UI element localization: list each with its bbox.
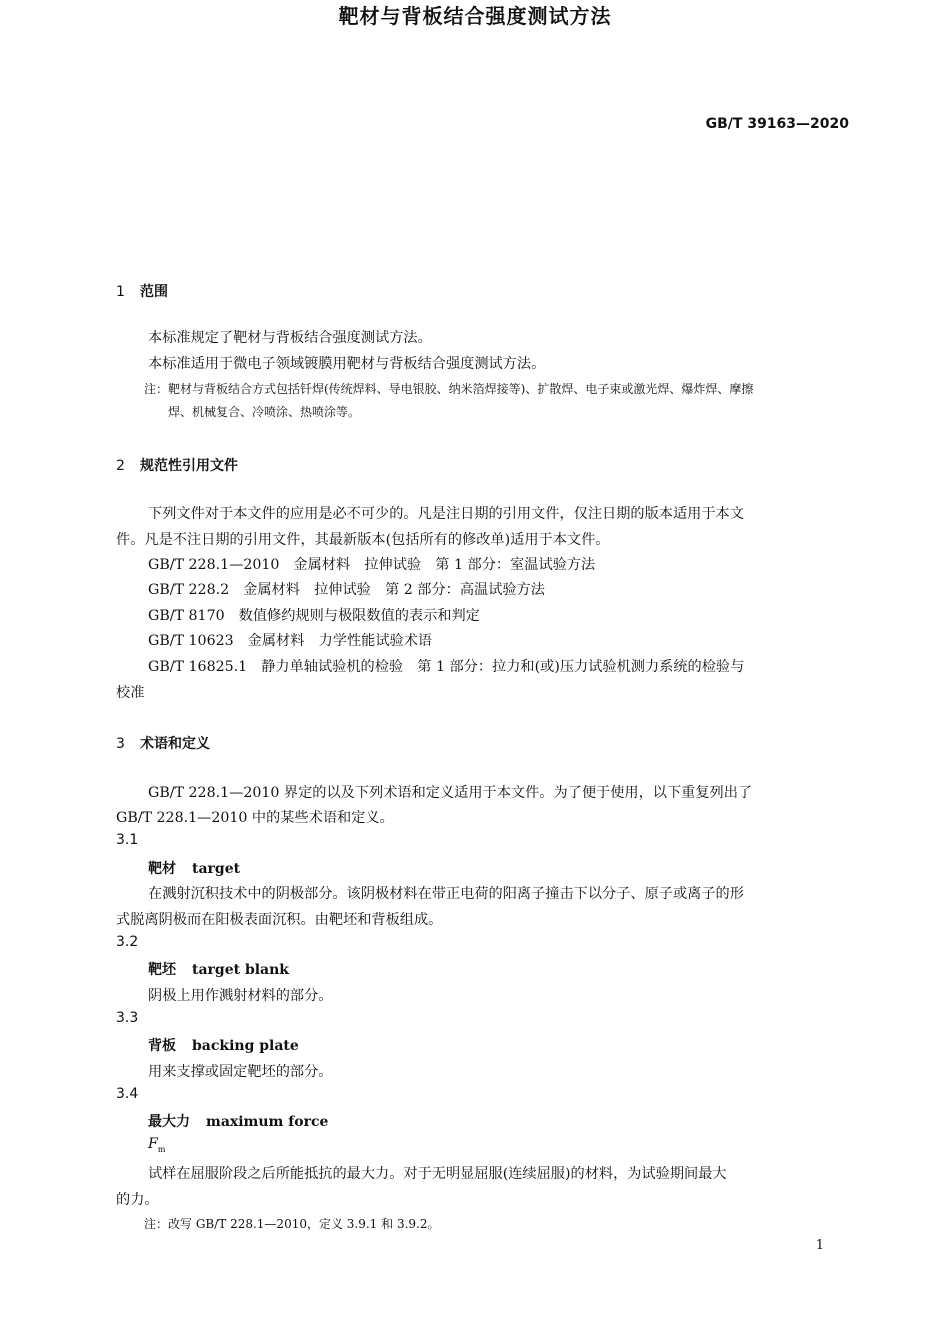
reference-code: GB/T 228.1—2010 — [148, 557, 280, 573]
term-definition-line-2: 式脱离阴极而在阳极表面沉积。由靶坯和背板组成。 — [116, 912, 443, 928]
term-en: target blank — [192, 962, 290, 978]
reference-title: 金属材料 拉伸试验 第 2 部分：高温试验方法 — [243, 582, 545, 598]
term-definition-line-1: 在溅射沉积技术中的阴极部分。该阴极材料在带正电荷的阳离子撞击下以分子、原子或离子的形 — [148, 886, 744, 902]
term-definition-line-1: 用来支撑或固定靶坯的部分。 — [148, 1064, 333, 1080]
term-zh: 最大力 — [148, 1114, 190, 1130]
section-title: 范围 — [140, 284, 168, 300]
scope-paragraph-2: 本标准适用于微电子领域镀膜用靶材与背板结合强度测试方法。 — [148, 356, 546, 372]
reference-title: 数值修约规则与极限数值的表示和判定 — [238, 608, 480, 624]
reference-item-continuation: 校准 — [116, 685, 145, 701]
section-1-heading — [116, 281, 168, 301]
term-en: backing plate — [192, 1038, 299, 1054]
scope-paragraph-1: 本标准规定了靶材与背板结合强度测试方法。 — [148, 330, 432, 346]
term-zh: 靶坯 — [148, 962, 176, 978]
section-number: 2 — [116, 458, 125, 474]
references-intro-line-2: 件。凡是不注日期的引用文件，其最新版本(包括所有的修改单)适用于本文件。 — [116, 532, 610, 548]
page-number: 1 — [815, 1238, 824, 1253]
references-intro-line-1: 下列文件对于本文件的应用是必不可少的。凡是注日期的引用文件，仅注日期的版本适用于本文 — [148, 506, 744, 522]
reference-item — [148, 579, 545, 599]
term-number: 3.3 — [116, 1010, 139, 1026]
section-number: 3 — [116, 736, 125, 752]
reference-code: GB/T 16825.1 — [148, 659, 248, 675]
term-heading — [148, 959, 289, 979]
term-en: maximum force — [206, 1114, 329, 1130]
document-title: 靶材与背板结合强度测试方法 — [338, 4, 612, 28]
term-symbol — [148, 1136, 165, 1154]
reference-code: GB/T 8170 — [148, 608, 225, 624]
reference-item — [148, 605, 480, 625]
term-definition-line-1: 阴极上用作溅射材料的部分。 — [148, 988, 333, 1004]
term-heading — [148, 1111, 328, 1131]
section-2-heading — [116, 455, 238, 475]
term-definition-line-1: 试样在屈服阶段之后所能抵抗的最大力。对于无明显屈服(连续屈服)的材料，为试验期间最大 — [148, 1166, 727, 1182]
section-3-heading — [116, 733, 210, 753]
term-note: 注：改写 GB/T 228.1—2010，定义 3.9.1 和 3.9.2。 — [144, 1217, 440, 1231]
section-title: 规范性引用文件 — [140, 458, 238, 474]
reference-title: 金属材料 拉伸试验 第 1 部分：室温试验方法 — [293, 557, 596, 573]
term-zh: 背板 — [148, 1038, 176, 1054]
term-number: 3.2 — [116, 934, 139, 950]
term-heading — [148, 858, 240, 878]
term-number: 3.1 — [116, 832, 139, 848]
reference-code: GB/T 228.2 — [148, 582, 230, 598]
standard-number: GB/T 39163—2020 — [705, 116, 849, 132]
reference-item — [148, 554, 595, 574]
term-en: target — [192, 861, 241, 877]
reference-item — [148, 630, 432, 650]
scope-note-line-1: 注：靶材与背板结合方式包括钎焊(传统焊料、导电银胶、纳米箔焊接等)、扩散焊、电子束或激光焊、爆炸焊、摩擦 — [144, 382, 754, 396]
term-heading — [148, 1035, 299, 1055]
section-number: 1 — [116, 284, 125, 300]
terms-intro-line-2: GB/T 228.1—2010 中的某些术语和定义。 — [116, 810, 394, 826]
section-title: 术语和定义 — [140, 736, 210, 752]
reference-item — [148, 656, 744, 676]
scope-note-line-2: 焊、机械复合、冷喷涂、热喷涂等。 — [168, 405, 361, 419]
term-definition-line-2: 的力。 — [116, 1192, 159, 1208]
symbol-letter: F — [148, 1136, 158, 1152]
terms-intro-line-1: GB/T 228.1—2010 界定的以及下列术语和定义适用于本文件。为了便于使用，以下重复列出了 — [148, 785, 753, 801]
reference-title: 静力单轴试验机的检验 第 1 部分：拉力和(或)压力试验机测力系统的检验与 — [261, 659, 745, 675]
term-zh: 靶材 — [148, 861, 176, 877]
symbol-subscript: m — [157, 1144, 166, 1154]
term-number: 3.4 — [116, 1086, 139, 1102]
reference-title: 金属材料 力学性能试验术语 — [247, 633, 433, 649]
reference-code: GB/T 10623 — [148, 633, 234, 649]
